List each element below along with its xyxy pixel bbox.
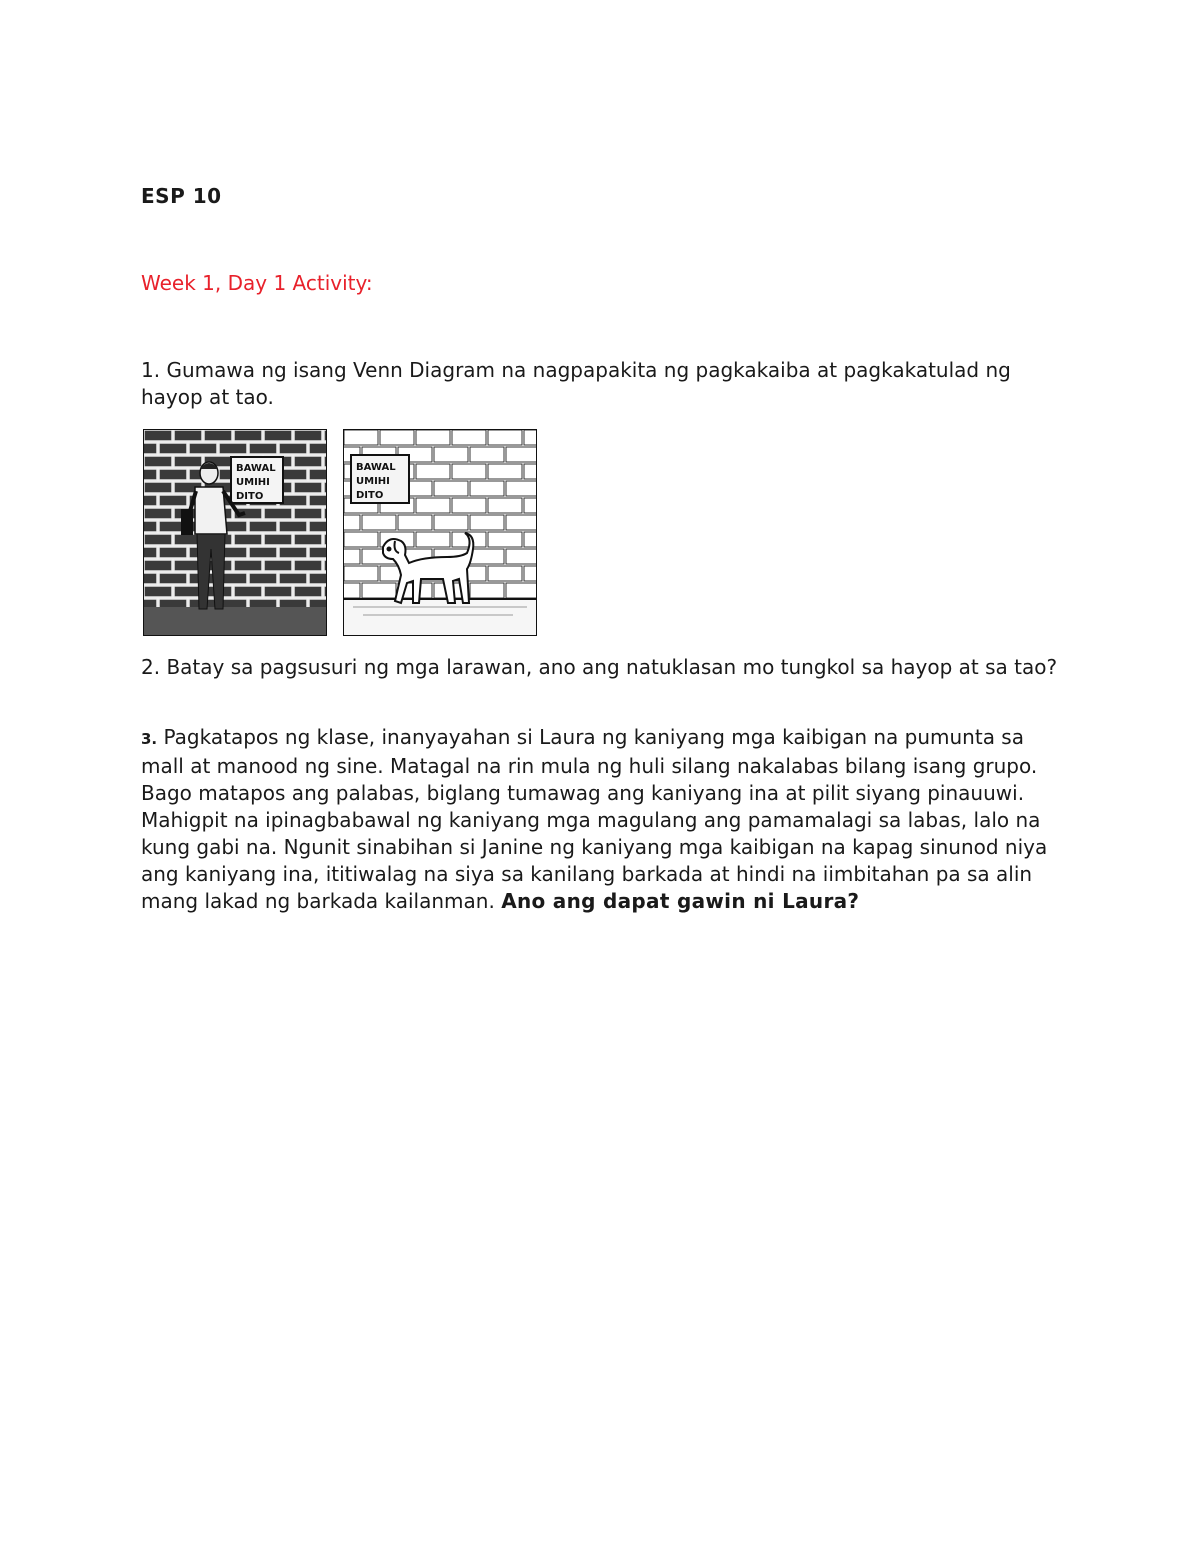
question-1: 1. Gumawa ng isang Venn Diagram na nagpapakita ng pagkakaiba at pagkakatulad ng hayop at tao. [141,358,1011,409]
question-2: 2. Batay sa pagsusuri ng mga larawan, ano ang natuklasan mo tungkol sa hayop at sa tao? [141,655,1058,679]
comic-illustration [143,429,537,636]
activity-heading: Week 1, Day 1 Activity: [141,271,373,295]
sign-text-3: DITO [236,491,264,502]
question-3 [141,724,1071,915]
question-3-prompt: Ano ang dapat gawin ni Laura? [501,889,860,913]
sign-text-2: UMIHI [236,477,270,488]
question-3-text: Pagkatapos ng klase, inanyayahan si Laura ng kaniyang mga kaibigan na pumunta sa mall at manood ng sine. Matagal na rin mula ng huli silang nakalabas bilang isang grupo. Bago matapos ang palabas, biglang tumawag ang kaniyang ina at pilit siyang pinauuwi. Mahigpit na ipinagbabawal ng kaniyang mga magulang ang pamamalagi sa labas, lalo na kung gabi na. Ngunit sinabihan si Janine ng kaniyang mga kaibigan na kapag sinunod niya ang kaniyang ina, ititiwalag na siya sa kanilang barkada at hindi na iimbitahan pa sa alin mang lakad ng barkada kailanman. [141,725,1048,913]
sign-text-2: UMIHI [356,476,390,487]
sign-text-3: DITO [356,490,384,501]
sign-text-1: BAWAL [236,463,276,474]
panel-dog-wall [343,429,537,636]
sign-text-1: BAWAL [356,462,396,473]
document-title: ESP 10 [141,184,222,208]
panel-human-wall [143,429,327,636]
question-3-number: 3. [141,730,158,748]
